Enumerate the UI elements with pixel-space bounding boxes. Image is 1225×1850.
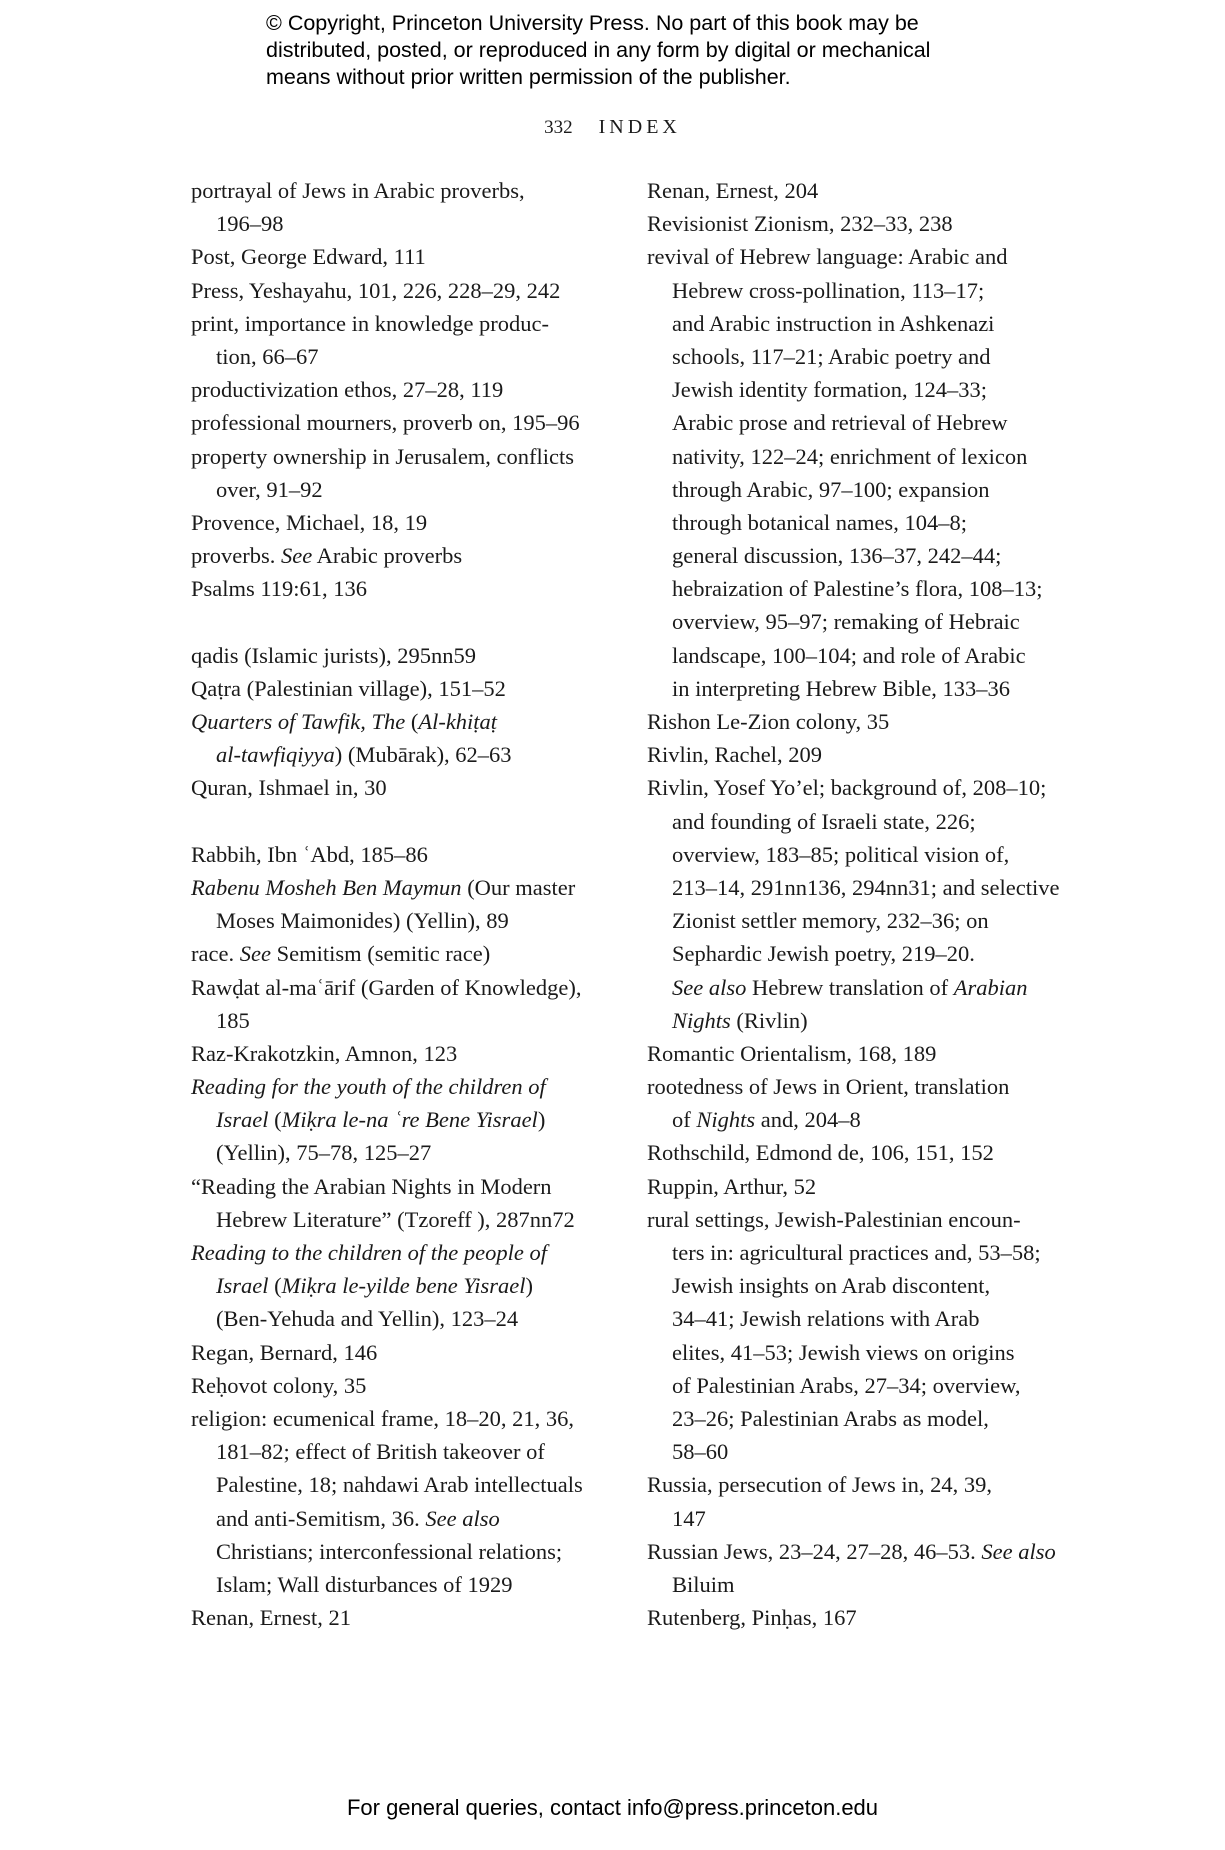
copyright-line: distributed, posted, or reproduced in any form by digital or mechanical [266, 38, 931, 62]
index-entry: qadis (Islamic jurists), 295nn59 [191, 642, 476, 668]
index-entry: race. See Semitism (semitic race) [191, 941, 491, 967]
copyright-line: means without prior written permission of the publisher. [266, 65, 791, 89]
index-entry: Reading for the youth of the children of [191, 1074, 546, 1100]
index-entry-continuation: 185 [216, 1007, 250, 1033]
index-entry-continuation: hebraization of Palestine’s flora, 108–13; [672, 576, 1043, 602]
index-entry-continuation: 34–41; Jewish relations with Arab [672, 1306, 980, 1332]
index-entry-continuation: overview, 95–97; remaking of Hebraic [672, 609, 1020, 635]
index-entry-continuation: ters in: agricultural practices and, 53–58; [672, 1240, 1041, 1265]
index-entry: proverbs. See Arabic proverbs [191, 543, 463, 569]
index-entry-continuation: 196–98 [216, 211, 284, 237]
index-entry-continuation: nativity, 122–24; enrichment of lexicon [672, 443, 1028, 469]
index-entry: rural settings, Jewish-Palestinian encoun- [647, 1206, 1021, 1232]
index-entry-continuation: schools, 117–21; Arabic poetry and [672, 343, 991, 369]
index-entry: Revisionist Zionism, 232–33, 238 [647, 211, 953, 237]
index-entry: Quran, Ishmael in, 30 [191, 775, 387, 801]
index-entry-continuation: Hebrew cross-pollination, 113–17; [672, 277, 985, 303]
index-entry-continuation: tion, 66–67 [216, 343, 319, 369]
index-entry-continuation: al-tawfiqiyya) (Mubārak), 62–63 [216, 742, 512, 768]
index-entry-continuation: elites, 41–53; Jewish views on origins [672, 1339, 1015, 1365]
index-entry: print, importance in knowledge produc- [191, 310, 550, 336]
index-entry: Provence, Michael, 18, 19 [191, 509, 428, 535]
index-entry: Rutenberg, Pinḥas, 167 [647, 1605, 857, 1631]
index-entry-continuation: Sephardic Jewish poetry, 219–20. [672, 941, 975, 967]
index-entry-continuation: in interpreting Hebrew Bible, 133–36 [672, 675, 1011, 701]
index-entry: Press, Yeshayahu, 101, 226, 228–29, 242 [191, 277, 561, 303]
index-entry-continuation: landscape, 100–104; and role of Arabic [672, 642, 1026, 668]
index-entry: Quarters of Tawfik, The (Al-khiṭaṭ [191, 709, 498, 734]
footer-contact: For general queries, contact info@press.princeton.edu [346, 1795, 879, 1820]
copyright-line: © Copyright, Princeton University Press. No part of this book may be [266, 11, 919, 35]
running-title: INDEX [598, 116, 681, 138]
index-entry-continuation: See also Hebrew translation of Arabian [672, 974, 1028, 1000]
index-entry: Qaṭra (Palestinian village), 151–52 [191, 675, 506, 701]
index-entry-continuation: Biluim [672, 1571, 735, 1597]
index-entry: Ruppin, Arthur, 52 [647, 1173, 817, 1199]
index-entry: Reḥovot colony, 35 [191, 1372, 367, 1398]
index-entry-continuation: through botanical names, 104–8; [672, 509, 967, 535]
index-entry-continuation: of Nights and, 204–8 [672, 1107, 861, 1133]
index-entry-continuation: 147 [672, 1505, 706, 1531]
index-entry: Rishon Le-Zion colony, 35 [647, 709, 890, 734]
index-entry-continuation: of Palestinian Arabs, 27–34; overview, [672, 1372, 1021, 1398]
index-entry: Psalms 119:61, 136 [191, 576, 368, 602]
section-gap [191, 605, 621, 638]
index-entry: Post, George Edward, 111 [191, 244, 426, 270]
index-entry: “Reading the Arabian Nights in Modern [191, 1173, 552, 1199]
index-entry-continuation: 181–82; effect of British takeover of [216, 1439, 545, 1465]
index-entry-continuation: (Yellin), 75–78, 125–27 [216, 1140, 432, 1166]
index-entry: Russian Jews, 23–24, 27–28, 46–53. See also [647, 1538, 1056, 1564]
index-entry-continuation: Zionist settler memory, 232–36; on [672, 908, 989, 934]
index-entry: professional mourners, proverb on, 195–96 [191, 410, 580, 436]
index-entry-continuation: Moses Maimonides) (Yellin), 89 [216, 908, 509, 934]
index-entry-continuation: over, 91–92 [216, 476, 323, 502]
index-entry: Regan, Bernard, 146 [191, 1339, 378, 1365]
index-entry-continuation: general discussion, 136–37, 242–44; [672, 543, 1002, 569]
copyright-notice [266, 10, 1026, 91]
index-entry: Raz-Krakotzkin, Amnon, 123 [191, 1040, 458, 1066]
index-entry: Rawḍat al-maʿārif (Garden of Knowledge), [191, 974, 582, 1000]
index-entry: Russia, persecution of Jews in, 24, 39, [647, 1472, 992, 1498]
index-entry-continuation: Nights (Rivlin) [672, 1007, 808, 1033]
index-entry: property ownership in Jerusalem, conflicts [191, 443, 575, 469]
index-entry-continuation: 58–60 [672, 1439, 729, 1465]
index-entry: Rabenu Mosheh Ben Maymun (Our master [191, 874, 576, 900]
index-entry-continuation: and Arabic instruction in Ashkenazi [672, 310, 995, 336]
running-head [0, 113, 1225, 142]
index-entry: religion: ecumenical frame, 18–20, 21, 36, [191, 1405, 575, 1431]
index-entry-continuation: and founding of Israeli state, 226; [672, 808, 976, 834]
index-entry-continuation: Israel (Miḳra le-yilde bene Yisrael) [216, 1273, 534, 1299]
index-entry-continuation: 23–26; Palestinian Arabs as model, [672, 1405, 989, 1431]
index-entry-continuation: Islam; Wall disturbances of 1929 [216, 1571, 513, 1597]
index-column-right [647, 174, 1067, 1634]
index-entry-continuation: through Arabic, 97–100; expansion [672, 476, 990, 502]
index-entry-continuation: Arabic prose and retrieval of Hebrew [672, 410, 1008, 436]
index-entry: rootedness of Jews in Orient, translation [647, 1074, 1010, 1100]
index-entry: Rivlin, Yosef Yo’el; background of, 208–10; [647, 775, 1047, 801]
index-entry-continuation: 213–14, 291nn136, 294nn31; and selective [672, 874, 1060, 900]
index-entry: productivization ethos, 27–28, 119 [191, 377, 504, 403]
section-gap [191, 805, 621, 838]
index-entry: Rothschild, Edmond de, 106, 151, 152 [647, 1140, 994, 1166]
index-entry-continuation: Hebrew Literature” (Tzoreff ), 287nn72 [216, 1206, 575, 1232]
index-entry: portrayal of Jews in Arabic proverbs, [191, 178, 525, 203]
index-entry-continuation: and anti-Semitism, 36. See also [216, 1505, 500, 1531]
index-entry-continuation: overview, 183–85; political vision of, [672, 841, 1010, 867]
index-entry-continuation: (Ben-Yehuda and Yellin), 123–24 [216, 1306, 519, 1332]
index-entry: Romantic Orientalism, 168, 189 [647, 1040, 937, 1066]
index-entry-continuation: Palestine, 18; nahdawi Arab intellectuals [216, 1472, 583, 1498]
page-number: 332 [544, 117, 573, 138]
index-entry-continuation: Israel (Miḳra le-na ʿre Bene Yisrael) [216, 1107, 546, 1133]
index-entry: Reading to the children of the people of [191, 1240, 547, 1265]
index-entry-continuation: Jewish insights on Arab discontent, [672, 1273, 991, 1299]
index-entry: revival of Hebrew language: Arabic and [647, 244, 1008, 270]
index-entry: Rabbih, Ibn ʿAbd, 185–86 [191, 841, 428, 867]
index-entry-continuation: Jewish identity formation, 124–33; [672, 377, 987, 403]
index-entry-continuation: Christians; interconfessional relations; [216, 1538, 563, 1564]
index-column-left [191, 174, 621, 1634]
index-entry: Renan, Ernest, 204 [647, 178, 819, 203]
index-entry: Renan, Ernest, 21 [191, 1605, 351, 1631]
index-entry: Rivlin, Rachel, 209 [647, 742, 822, 768]
